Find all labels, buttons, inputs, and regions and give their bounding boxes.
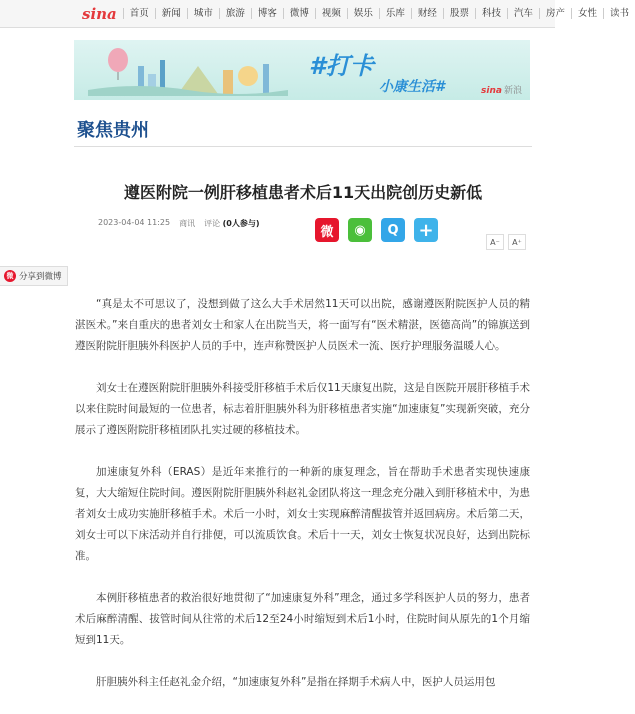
article-paragraph: “真是太不可思议了，没想到做了这么大手术居然11天可以出院，感谢遵医附院医护人员的精湛医术。”来自重庆的患者刘女士和家人在出院当天，将一面写有“医术精湛，医德高尚”的锦旗送到遵医附院肝胆胰外科医护人员的手中，连声称赞医护人员医术一流、医疗护理服务温暖人心。 <box>75 298 530 352</box>
article-paragraph: 加速康复外科（ERAS）是近年来推行的一种新的康复理念，旨在帮助手术患者实现快速康复，大大缩短住院时间。遵医附院肝胆胰外科赵礼金团队将这一理念充分融入到肝移植术中，为患者刘女士成功实施肝移植手术。术后一小时，刘女士实现麻醉清醒拔管并返回病房。术后第二天，刘女士可以下床活动并自行排便，可以流质饮食。术后十一天，刘女士恢复状况良好，达到出院标准。 <box>75 466 530 562</box>
article-source[interactable]: 商讯 <box>179 219 196 228</box>
nav-item-weibo[interactable]: 微博 <box>283 8 315 19</box>
city-skyline-illustration <box>88 46 288 96</box>
comment-count: (0人参与) <box>222 219 260 228</box>
article-meta <box>98 218 260 229</box>
article-paragraph: 刘女士在遵医附院肝胆胰外科接受肝移植手术后仅11天康复出院，这是自医院开展肝移植手术以来住院时间最短的一位患者，标志着肝胆胰外科为肝移植患者实施“加速康复”实现新突破，充分展示了遵医附院肝移植团队扎实过硬的移植技术。 <box>75 382 530 436</box>
font-smaller-button[interactable]: A⁻ <box>486 234 504 250</box>
article-title: 遵医附院一例肝移植患者术后11天出院创历史新低 <box>123 183 483 202</box>
channel-divider <box>74 146 532 147</box>
article-paragraph: 本例肝移植患者的救治很好地贯彻了“加速康复外科”理念，通过多学科医护人员的努力，患者术后麻醉清醒、拔管时间从往常的术后12至24小时缩短到术后1小时，住院时间从原先的1个月缩短到11天。 <box>75 592 530 646</box>
share-buttons <box>315 218 438 242</box>
font-size-controls <box>486 234 526 250</box>
nav-item-home[interactable]: 首页 <box>123 8 155 19</box>
article-body <box>75 294 530 714</box>
article-date: 2023-04-04 11:25 <box>98 218 171 227</box>
more-share-icon[interactable]: + <box>414 218 438 242</box>
nav-item-video[interactable]: 视频 <box>315 8 347 19</box>
nav-item-music[interactable]: 乐库 <box>379 8 411 19</box>
comment-link[interactable] <box>204 218 259 229</box>
banner-sina-logo <box>481 83 522 96</box>
top-nav <box>0 0 630 28</box>
weibo-share-icon[interactable]: 微 <box>315 218 339 242</box>
weibo-icon: 微 <box>4 270 16 282</box>
qq-share-icon[interactable]: Q <box>381 218 405 242</box>
font-larger-button[interactable]: A⁺ <box>508 234 526 250</box>
banner-tag: #打卡 <box>309 52 374 80</box>
nav-item-ent[interactable]: 娱乐 <box>347 8 379 19</box>
comment-label: 评论 <box>204 219 221 228</box>
nav-item-news[interactable]: 新闻 <box>155 8 187 19</box>
channel-title[interactable]: 聚焦贵州 <box>77 120 149 141</box>
banner-logo-text: sina <box>481 86 502 96</box>
nav-item-tech[interactable]: 科技 <box>475 8 507 19</box>
wechat-share-icon[interactable]: ◉ <box>348 218 372 242</box>
nav-item-finance[interactable]: 财经 <box>411 8 443 19</box>
nav-item-travel[interactable]: 旅游 <box>219 8 251 19</box>
nav-item-auto[interactable]: 汽车 <box>507 8 539 19</box>
sina-logo[interactable]: sina <box>82 4 117 23</box>
nav-item-stock[interactable]: 股票 <box>443 8 475 19</box>
nav-item-blog[interactable]: 博客 <box>251 8 283 19</box>
share-to-weibo-button[interactable] <box>0 266 68 286</box>
nav-item-house[interactable]: 房产 <box>539 8 571 19</box>
banner-slogan: 小康生活# <box>379 79 445 95</box>
promo-banner[interactable] <box>74 40 530 100</box>
banner-logo-sub: 新浪 <box>503 86 522 96</box>
nav-item-women[interactable]: 女性 <box>571 8 603 19</box>
share-to-weibo-label: 分享到微博 <box>19 272 62 282</box>
nav-item-city[interactable]: 城市 <box>187 8 219 19</box>
nav-item-books[interactable]: 读书 <box>603 8 635 19</box>
article-paragraph: 肝胆胰外科主任赵礼金介绍，“加速康复外科”是指在择期手术病人中，医护人员运用包 <box>96 676 496 688</box>
